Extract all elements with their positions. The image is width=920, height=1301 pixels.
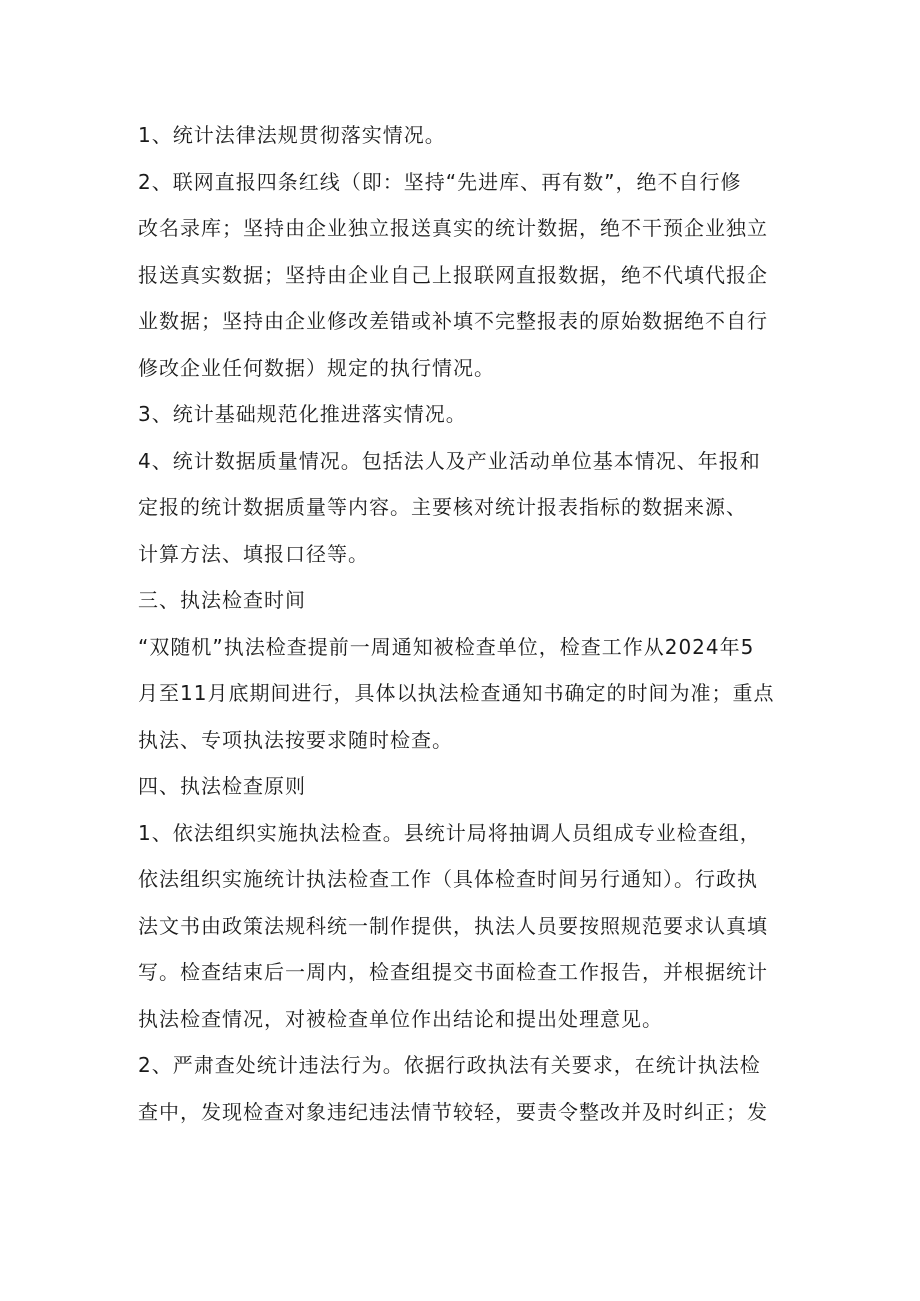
text-line: 2、严肃查处统计违法行为。依据行政执法有关要求，在统计执法检 xyxy=(138,1053,761,1077)
paragraph-item-2 xyxy=(138,159,798,392)
paragraph-item-3 xyxy=(138,391,798,438)
section-heading-inspection-time xyxy=(138,577,798,624)
text-line: 4、统计数据质量情况。包括法人及产业活动单位基本情况、年报和 xyxy=(138,448,761,473)
section-heading-inspection-principles xyxy=(138,763,798,810)
paragraph-item-1 xyxy=(138,112,798,159)
heading-line: 三、执法检查时间 xyxy=(138,588,306,612)
text-line: 定报的统计数据质量等内容。主要核对统计报表指标的数据来源、 xyxy=(138,495,747,519)
text-line: 2、联网直报四条红线（即：坚持“先进库、再有数”，绝不自行修 xyxy=(138,169,742,194)
heading-line: 四、执法检查原则 xyxy=(138,774,306,798)
text-line: 1、依法组织实施执法检查。县统计局将抽调人员组成专业检查组， xyxy=(138,820,761,845)
text-line: 月至11月底期间进行，具体以执法检查通知书确定的时间为准；重点 xyxy=(138,681,775,705)
text-line: “双随机”执法检查提前一周通知被检查单位，检查工作从2024年5 xyxy=(138,634,755,659)
text-line: 依法组织实施统计执法检查工作（具体检查时间另行通知）。行政执 xyxy=(138,867,758,891)
text-line: 计算方法、填报口径等。 xyxy=(138,541,369,566)
text-line: 修改企业任何数据）规定的执行情况。 xyxy=(138,355,495,380)
text-line: 报送真实数据；坚持由企业自己上报联网直报数据，绝不代填代报企 xyxy=(138,262,768,287)
text-line: 执法、专项执法按要求随时检查。 xyxy=(138,727,453,752)
document-page xyxy=(138,112,798,1135)
text-line: 写。检查结束后一周内，检查组提交书面检查工作报告，并根据统计 xyxy=(138,960,768,984)
paragraph-principle-2 xyxy=(138,1042,798,1135)
paragraph-inspection-time xyxy=(138,624,798,764)
text-line: 业数据；坚持由企业修改差错或补填不完整报表的原始数据绝不自行 xyxy=(138,309,768,333)
paragraph-principle-1 xyxy=(138,810,798,1043)
text-line: 查中，发现检查对象违纪违法情节较轻，要责令整改并及时纠正；发 xyxy=(138,1099,768,1124)
text-line: 执法检查情况，对被检查单位作出结论和提出处理意见。 xyxy=(138,1006,663,1031)
text-line: 1、统计法律法规贯彻落实情况。 xyxy=(138,123,446,147)
text-line: 3、统计基础规范化推进落实情况。 xyxy=(138,402,467,426)
paragraph-item-4 xyxy=(138,438,798,578)
text-line: 法文书由政策法规科统一制作提供，执法人员要按照规范要求认真填 xyxy=(138,913,768,938)
text-line: 改名录库；坚持由企业独立报送真实的统计数据，绝不干预企业独立 xyxy=(138,216,768,240)
